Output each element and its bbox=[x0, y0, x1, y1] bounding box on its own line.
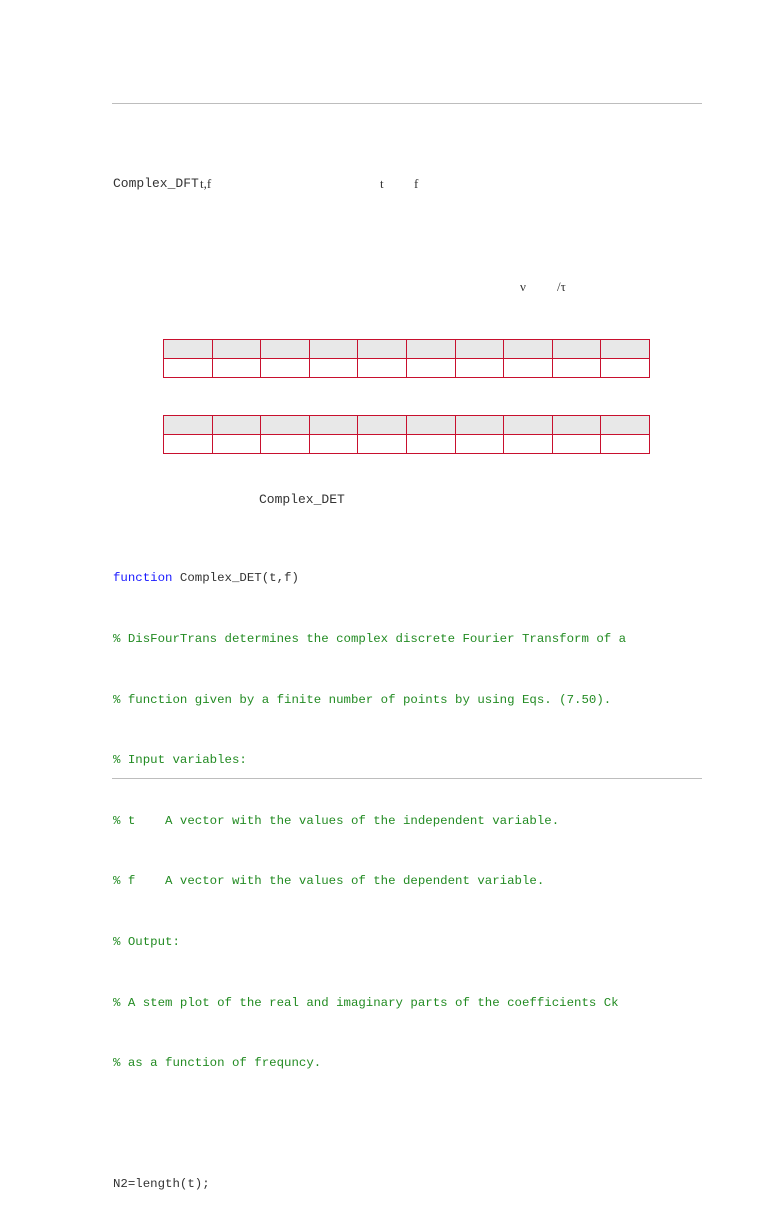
code-comment-line: % Output: bbox=[113, 934, 180, 949]
table-1 bbox=[163, 339, 650, 378]
code-blank-line bbox=[113, 1114, 626, 1134]
table-cell bbox=[358, 359, 407, 378]
table-cell bbox=[261, 435, 310, 454]
code-keyword: function bbox=[113, 571, 173, 586]
code-comment-line: % Input variables: bbox=[113, 753, 247, 768]
program-name-caption: Complex_DET bbox=[259, 492, 345, 507]
table-cell bbox=[164, 435, 213, 454]
code-statement-line: N2=length(t); bbox=[113, 1177, 210, 1192]
code-comment-line: % t A vector with the values of the independent variable. bbox=[113, 813, 560, 828]
table-cell bbox=[309, 340, 358, 359]
code-comment-line: % A stem plot of the real and imaginary parts of the coefficients Ck bbox=[113, 995, 619, 1010]
top-rule bbox=[112, 103, 702, 104]
table-cell bbox=[504, 435, 553, 454]
table-cell bbox=[212, 435, 261, 454]
code-comment-line: % DisFourTrans determines the complex discrete Fourier Transform of a bbox=[113, 632, 627, 646]
argument-t: t bbox=[380, 176, 384, 191]
table-2-header-row bbox=[164, 416, 650, 435]
table-cell bbox=[164, 416, 213, 435]
code-signature: Complex_DET(t,f) bbox=[172, 571, 299, 586]
table-cell bbox=[552, 416, 601, 435]
table-cell bbox=[552, 340, 601, 359]
table-1-value-row bbox=[164, 359, 650, 378]
table-cell bbox=[309, 416, 358, 435]
code-comment-line: % function given by a finite number of points by using Eqs. (7.50). bbox=[113, 692, 612, 707]
table-cell bbox=[601, 435, 650, 454]
table-cell bbox=[455, 340, 504, 359]
table-cell bbox=[164, 359, 213, 378]
table-cell bbox=[358, 416, 407, 435]
function-args: t,f bbox=[200, 176, 212, 191]
table-cell bbox=[261, 359, 310, 378]
table-2-value-row bbox=[164, 435, 650, 454]
table-cell bbox=[406, 359, 455, 378]
table-cell bbox=[455, 416, 504, 435]
table-cell bbox=[455, 435, 504, 454]
table-1-header-row bbox=[164, 340, 650, 359]
table-cell bbox=[261, 416, 310, 435]
code-comment-line: % f A vector with the values of the dependent variable. bbox=[113, 874, 545, 889]
table-cell bbox=[552, 359, 601, 378]
symbol-tau: /τ bbox=[557, 279, 566, 294]
argument-f: f bbox=[414, 176, 419, 191]
bottom-rule bbox=[112, 778, 702, 779]
table-cell bbox=[212, 359, 261, 378]
table-cell bbox=[406, 340, 455, 359]
code-listing bbox=[113, 528, 626, 1215]
function-name: Complex_DFT bbox=[113, 176, 199, 191]
table-cell bbox=[309, 359, 358, 378]
table-cell bbox=[455, 359, 504, 378]
table-cell bbox=[212, 416, 261, 435]
table-cell bbox=[261, 340, 310, 359]
table-cell bbox=[358, 435, 407, 454]
table-cell bbox=[504, 359, 553, 378]
symbol-nu: ν bbox=[520, 279, 526, 294]
table-cell bbox=[406, 435, 455, 454]
table-cell bbox=[309, 435, 358, 454]
table-cell bbox=[504, 416, 553, 435]
table-cell bbox=[552, 435, 601, 454]
table-cell bbox=[504, 340, 553, 359]
table-cell bbox=[212, 340, 261, 359]
table-cell bbox=[601, 340, 650, 359]
code-signature-line bbox=[113, 568, 626, 588]
table-cell bbox=[164, 340, 213, 359]
table-cell bbox=[601, 359, 650, 378]
code-comment-line: % as a function of frequncy. bbox=[113, 1056, 322, 1071]
table-cell bbox=[358, 340, 407, 359]
table-cell bbox=[406, 416, 455, 435]
table-2 bbox=[163, 415, 650, 454]
table-cell bbox=[601, 416, 650, 435]
